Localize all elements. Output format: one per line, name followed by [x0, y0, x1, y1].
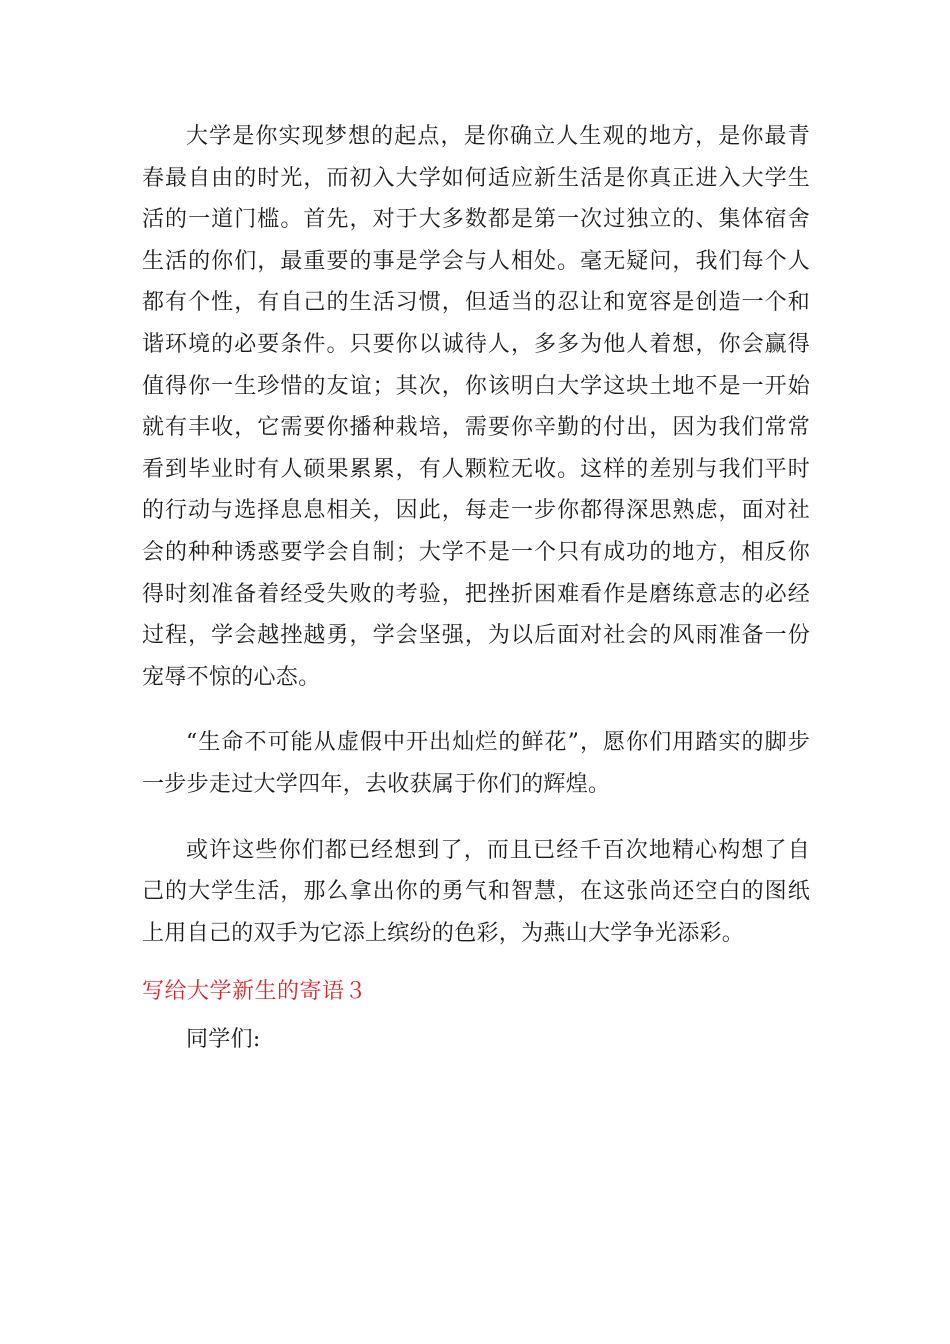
document-body	[142, 116, 810, 1060]
body-paragraph-2: “生命不可能从虚假中开出灿烂的鲜花”，愿你们用踏实的脚步一步步走过大学四年，去收获属于你们的辉煌。	[142, 730, 810, 797]
section-heading: 写给大学新生的寄语３	[142, 979, 368, 1005]
body-paragraph-3: 或许这些你们都已经想到了，而且已经千百次地精心构想了自己的大学生活，那么拿出你的勇气和智慧，在这张尚还空白的图纸上用自己的双手为它添上缤纷的色彩，为燕山大学争光添彩。	[142, 837, 810, 946]
greeting-line: 同学们:	[186, 1027, 261, 1053]
body-paragraph-1: 大学是你实现梦想的起点，是你确立人生观的地方，是你最青春最自由的时光，而初入大学如何适应新生活是你真正进入大学生活的一道门槛。首先，对于大多数都是第一次过独立的、集体宿舍生活的你们，最重要的事是学会与人相处。毫无疑问，我们每个人都有个性，有自己的生活习惯，但适当的忍让和宽容是创造一个和谐环境的必要条件。只要你以诚待人，多多为他人着想，你会赢得值得你一生珍惜的友谊；其次，你该明白大学这块土地不是一开始就有丰收，它需要你播种栽培，需要你辛勤的付出，因为我们常常看到毕业时有人硕果累累，有人颗粒无收。这样的差别与我们平时的行动与选择息息相关，因此，每走一步你都得深思熟虑，面对社会的种种诱惑要学会自制；大学不是一个只有成功的地方，相反你得时刻准备着经受失败的考验，把挫折困难看作是磨练意志的必经过程，学会越挫越勇，学会坚强，为以后面对社会的风雨准备一份宠辱不惊的心态。	[142, 124, 810, 690]
